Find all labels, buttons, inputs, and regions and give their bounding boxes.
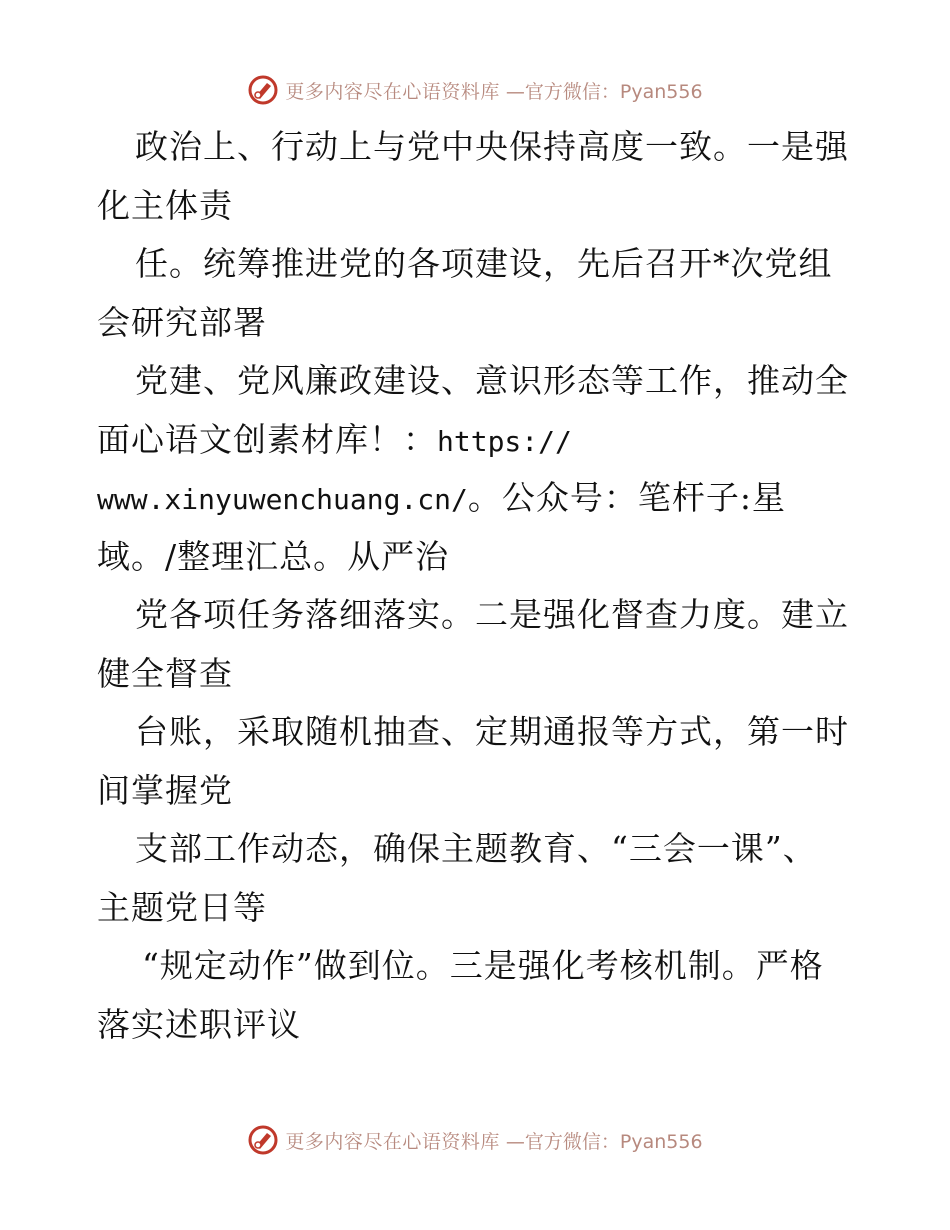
paragraph-line: 域。/整理汇总。从严治 [97,536,450,576]
banner-contact: —官方微信：Pyan556 [505,80,703,103]
paragraph-text: 面心语文创素材库！： [97,419,437,459]
paragraph-line: 落实述职评议 [97,1004,301,1044]
paragraph-line: 任。统筹推进党的各项建设，先后召开*次党组 [135,244,833,283]
paragraph-line: 台账，采取随机抽查、定期通报等方式，第一时 [135,712,849,751]
paragraph-line: “规定动作”做到位。三是强化考核机制。严格 [142,946,824,985]
paragraph-line: 党各项任务落细落实。二是强化督查力度。建立 [135,595,849,634]
paragraph-line: 间掌握党 [97,770,233,810]
paragraph-line [97,469,857,528]
document-body [97,118,857,1054]
url-text: www.xinyuwenchuang.cn/ [97,483,468,516]
url-text: https:// [437,424,572,458]
ink-pen-logo-icon [247,1124,279,1156]
banner-contact: —官方微信：Pyan556 [505,1130,703,1153]
paragraph-line: 化主体责 [97,185,233,225]
footer-banner [0,1120,950,1160]
paragraph-line: 会研究部署 [97,302,267,342]
paragraph-line: 健全督查 [97,653,233,693]
paragraph-line: 政治上、行动上与党中央保持高度一致。一是强 [135,127,849,166]
paragraph-line: 党建、党风廉政建设、意识形态等工作，推动全 [135,361,849,400]
banner-title: 更多内容尽在心语资料库 [285,80,500,103]
banner-title: 更多内容尽在心语资料库 [285,1130,500,1153]
paragraph-text: 。公众号：笔杆子:星 [467,478,786,517]
paragraph-line: 支部工作动态，确保主题教育、“三会一课”、 [135,829,817,868]
paragraph-line [97,411,857,470]
ink-pen-logo-icon [247,74,279,106]
header-banner [0,70,950,110]
paragraph-line: 主题党日等 [97,887,267,927]
